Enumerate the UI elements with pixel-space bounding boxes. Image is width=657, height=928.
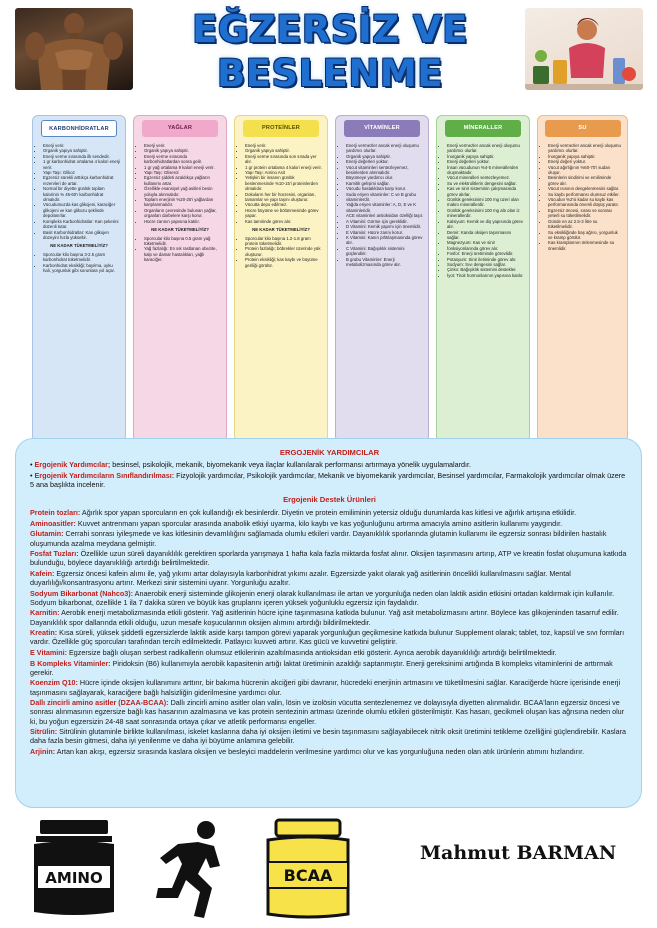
column-mineraller — [436, 115, 530, 442]
list-item: • İnorganik yapıya sahiptir. — [548, 154, 623, 159]
list-item: • Organik yapıya sahiptir. — [245, 148, 323, 153]
runner-icon — [148, 818, 240, 922]
list-item: • Yapı Taşı: Gliserol — [144, 170, 222, 175]
column-title: SU — [545, 120, 621, 137]
list-item: • Organların çevresinde bulunan yağlar, organları darbelere karşı korur. — [144, 208, 222, 219]
list-item: • Vücudu hastalıklara karşı korur. — [346, 186, 424, 191]
column-list — [542, 143, 623, 251]
description: Özellikle uzun süreli dayanıklılık gerektiren sporlarda yarışmaya 1 hafta kala fazla miktarda fosfat alınır. Oksijen taşınmasını artırıp, ATP ve kreatin fosfat oluşumuna katkıda bulunduğu, böylece dayanıklılığı artırdığı belirtilmektedir. — [30, 549, 627, 568]
athlete-illustration — [15, 8, 133, 90]
list-item: • Enerji vermezler ancak enerji oluşumu yardımcı olurlar. — [447, 143, 525, 154]
product-item — [30, 659, 629, 677]
list-item: • Egzersiz şiddeti azaldıkça yağların kullanımı artar. — [144, 175, 222, 186]
term: Fosfat Tuzları: — [30, 549, 79, 559]
list-item: • Hücre büyüme ve bölünmesinde görev yapar. — [245, 208, 323, 219]
list-item: • Su eksikliğinde baş ağrısı, yorgunluk ve kramp görülür. — [548, 230, 623, 241]
list-item: • Günlük gereksinimi 100 mg altı olan iz minerallerdir. — [447, 208, 525, 219]
list-item: • Kas ve sinir sisteminin çalışmasında görev alırlar. — [447, 186, 525, 197]
description: Piridoksin (B6) kullanımıyla aerobik kapasitenin artığı laktat üretiminin azaldığı saptanmıştır. Enerji gereksinimi artığında B kompleks vitaminlerini de arttırmak gerekir. — [30, 658, 613, 677]
term: Sitrülin: — [30, 727, 58, 737]
list-item: • Kompleks Karbonhidratlar: Kan şekerini düzenli tutar. — [43, 219, 121, 230]
list-item: • A Vitamini: Görme için gereklidir. — [346, 219, 424, 224]
amino-jar-icon — [28, 818, 120, 922]
ergogenic-bullet: • Ergojenik Yardımcıların Sınıflandırılması: Fizyolojik yardımcılar, Psikolojik yardımcılar, Mekanik ve biyomekanik yardımcılar, Besinsel yardımcılar, Farmakolojik yardımcılar olmak üzere 5 ana başlıkta incelenir. — [30, 470, 626, 489]
list-item: • Egzersiz öncesi, sırası ve sonrası yeterli su tüketilmelidir. — [548, 208, 623, 219]
product-item — [30, 648, 629, 657]
term: Dallı zincirli amino asitler (DZAA-BCAA): — [30, 698, 169, 708]
term: Koenzim Q10: — [30, 678, 78, 688]
description: Kısa süreli, yüksek şiddetli egzersizlerde laktik aside karşı tampon görevi yaparak yorgunluğun geçikmesine katkıda bulunur Supplement olarak; tablet, toz, kapsül ve sıvı formları vardır. Özellikle güç sporcuları tarafından tercih edilmektedir. Patlayıcı kuvveti artırır. Kas gücü ve kuvvetini geliştirir. — [30, 628, 625, 647]
list-item: • Besinlerin sindirimi ve emiliminde görev alır. — [548, 175, 623, 186]
list-item: • Vücut mineralleri sentezleyemez. — [447, 175, 525, 180]
list-item: • Karnitik gelişimi sağlar. — [346, 181, 424, 186]
list-item: • Vücudumuzda kas glikojeni, karaciğer glikojeni ve kan glikozu şeklinde depolanırlar. — [43, 202, 121, 218]
list-item: • Kas tamirinde görev alır. — [245, 219, 323, 224]
list-item: • Demir: Kanda oksijen taşınmasını sağlar. — [447, 230, 525, 241]
ergogenic-title: ERGOJENİK YARDIMCILAR — [279, 448, 380, 457]
column-list — [441, 143, 525, 278]
title-line-2: BESLENME — [216, 52, 444, 95]
term: Karnitin: — [30, 608, 60, 618]
list-item: • Su kaybı performansı olumsuz etkiler. — [548, 192, 623, 197]
list-item: • Potasyum: Sinir iletiminde görev alır. — [447, 257, 525, 262]
term: B Kompleks Vitaminler: — [30, 658, 111, 668]
list-item: • K Vitamini: Kanın pıhtılaşmasında görev alır. — [346, 235, 424, 246]
list-item: • D Vitamini: Kemik yapımı için önemlidir. — [346, 224, 424, 229]
term: Protein tozları: — [30, 508, 81, 518]
footer-icons — [28, 818, 368, 922]
list-item: • Sporcular kilo başına 0.5 gram yağ tüketmelidir. — [144, 236, 222, 247]
ergogenic-bullet: • Ergojenik Yardımcılar; besinsel, psikolojik, mekanik, biyomekanik veya ilaçlar kullanılarak performansı artırmaya yönelik uygulamalardır. — [30, 460, 472, 469]
product-item — [30, 628, 629, 646]
description: Aerobik enerji metabolizmasında etkili gösterir. Yağ asitlerinin hücre içine taşınmasına katkıda bulunur. Yağ asit metabolizmasını artırır. Böylece kas glikojeninden tasarruf edilir. Dayanıklılık spor dallarında etkili olduğu, uzun mesafe koşucularının oksijen alımını artırdığı bildirilmektedir. — [30, 608, 619, 627]
list-item: • 1 gr protein ortalama 4 kalori enerji verir. — [245, 165, 323, 170]
list-item: • Enerji değerleri yoktur. — [447, 159, 525, 164]
bcaa-jar-icon — [260, 818, 356, 922]
list-item: • Egzersiz sürekli arttıkça karbonhidrat rezervleri de artar. — [43, 175, 121, 186]
description: besinsel, psikolojik, mekanik, biyomekanik veya ilaçlar kullanılarak performansı artırmaya yönelik uygulamalardır. — [110, 460, 472, 469]
product-item — [30, 589, 629, 607]
list-item: • Organik yapıya sahiptir. — [144, 148, 222, 153]
description: Cerrahi sonrası iyileşmede ve kas kitlesinin devamlılığını sağlamada olumlu etkileri vardır. Dayanıklılık sporlarında glutamin kullanımı ile egzersiz sonrası bildirilen hastalık oluşumunda azalma meydana gelmiştir. — [30, 529, 607, 548]
column-title: KARBONHİDRATLAR — [41, 120, 117, 137]
description: Dallı zincirli amino asitler olan valin, lösin ve izolösin vücutta sentezlenemez ve dolayısıyla diyetten alınmalıdır. BCAA'ların egzersiz öncesi ve sonrası alınmasının egzersize bağlı kas hasarının azalmasına ve kas protein sentezinin artması üzerinde olumlu etkileri gösterilmiştir. Kas hasarı, gecikmeli oluşan kas ağrısına neden olur ki, bu yoğun egzersizin 24-48 saat sonrasında ortaya çıkar ve atletik performansı engeller. — [30, 698, 625, 726]
list-item: • Protein eksikliği; kas kaybı ve büyüme geriliği görülür. — [245, 257, 323, 268]
list-item: • İnsan vücudunun %4-5 minerallerden oluşmaktadır. — [447, 165, 525, 176]
column-title: MİNERALLER — [445, 120, 521, 137]
list-item: • Yetişkin bir insanın günlük beslenmesinde %10-15'i proteinlerden olmalıdır. — [245, 175, 323, 191]
list-item: • Suda eriyen vitaminler: C ve B grubu vitaminlerdir. — [346, 192, 424, 203]
column-list — [138, 143, 222, 263]
description: Egzersiz öncesi kafein alımı ile, yağ yıkımı artar dolayısıyla karbonhidrat yıkımı azalır. Egzersizde yakıt olarak yağ asitlerinin öncelikli kullanılmasını sağlar. Mental duyarlılığı/konsantrasyonu artırır. Merkezi sinir sistemini uyarır. Yorgunluğu azaltır. — [30, 568, 571, 588]
list-item: • Çinko: Bağışıklık sistemini destekler. — [447, 267, 525, 272]
list-item: • Dokuların her bir hücresini, organları, tamamlar ve yapı taşını oluşturur. — [245, 192, 323, 203]
term: Arjinin: — [30, 747, 56, 757]
term: Kafein: — [30, 568, 55, 578]
product-item — [30, 727, 629, 745]
list-item: • İnorganik yapıya sahiptir. — [447, 154, 525, 159]
list-item: • E Vitamini: Hücre zarını korur. — [346, 230, 424, 235]
description: Hücre içinde oksijen kullanımını arttırır, bir bakıma hücrenin akciğeri gibi davranır, hücredeki enerjinin artmasını ve tüketilmesini sağlar. Karaciğerde hücre içerisinde enerji taşınmasını sağlayarak, karaciğere bağlı halsizliğin giderilmesine yardımcı olur. — [30, 678, 621, 697]
nutrient-columns — [32, 115, 628, 442]
column-subheading: NE KADAR TÜKETMELİYİZ? — [151, 227, 209, 233]
list-item: • Yağ fazlalığı: En sık rastlanan obezite, kalp ve damar hastalıkları, yağlı karaciğer. — [144, 246, 222, 262]
column-proteinler — [234, 115, 328, 442]
term: Ergojenik Yardımcıların Sınıflandırılması: — [34, 470, 175, 480]
list-item: • Protein fazlalığı; böbrekler üzerinde yük oluşturur. — [245, 246, 323, 257]
description: Fizyolojik yardımcılar, Psikolojik yardımcılar, Mekanik ve biyomekanik yardımcılar, Besinsel yardımcılar, Farmakolojik yardımcılar olmak üzere 5 ana başlıkta incelenir. — [30, 470, 626, 489]
athlete-photo — [15, 8, 133, 90]
list-item: • Enerji verme sırasında ilk sendedir. — [43, 154, 121, 159]
list-item: • Enerji değeri yoktur. — [548, 159, 623, 164]
description: Egzersize bağlı oluşan serbest radikallerin olumsuz etkilerinin azaltılmasında antioksidan etki gösterir. Ayrıca aerobik dayanıklılığı artırdığı belirtilmektedir. — [67, 648, 557, 658]
column-list — [239, 143, 323, 268]
description: Anaerobik enerji sisteminde glikojenin enerji olarak kullanılması ile artan ve yorgunluğa neden olan laktik asidin etkisini ortadan kaldırmak için kullanılır. Sodyum bikarbonat, özellikle 1 ila 7 dakika süren ve büyük kas gruplarını içeren yüksek yoğunluklu egzersiz için faydalıdır. — [30, 588, 615, 607]
products-title: Ergojenik Destek Ürünleri — [283, 495, 376, 505]
description: Kuvvet antrenmanı yapan sporcular arasında anabolik etkiyi uyarma, kilo kaybı ve kas yoğunluğunu artırma amacıyla amino asitlerin kullanımı yaygındır. — [75, 518, 563, 528]
list-item: • İyot: Tiroit hormonlarının yapısına katılır. — [447, 273, 525, 278]
column-title: YAĞLAR — [142, 120, 218, 137]
column-title: PROTEİNLER — [243, 120, 319, 137]
list-item: • Enerji verir. — [43, 143, 121, 148]
term: E Vitamini: — [30, 648, 68, 658]
column-karbonhidratlar — [32, 115, 126, 442]
list-item: • Günde en az 2.5-3 litre su tüketilmelidir. — [548, 219, 623, 230]
product-item — [30, 519, 629, 528]
term: Kreatin: — [30, 628, 58, 638]
list-item: • Enerji verir. — [144, 143, 222, 148]
list-item: • Yapı Taşı: Amino Asit — [245, 170, 323, 175]
list-item: • Vücut ağırlığının %60-70'i sudan oluşur. — [548, 165, 623, 176]
term: Ergojenik Yardımcılar; — [34, 460, 111, 469]
list-item: • ACE vitaminleri antioksidan özelliği taşır. — [346, 213, 424, 218]
list-item: • Hücre zarının yapısına katılır. — [144, 219, 222, 224]
list-item: • Magnezyum: Kas ve sinir fonksiyonlarında görev alır. — [447, 240, 525, 251]
list-item: • Enerji vermezler ancak enerji oluşumu yardımcı olurlar. — [346, 143, 424, 154]
description: Artan kan akışı, egzersiz sırasında kaslara oksijen ve besleyici maddelerin verilmesine yardımcı olur ve kas yorgunluğuna neden olan atık ürünlerin atımını hızlandırır. — [55, 747, 585, 757]
column-list — [340, 143, 424, 267]
woman-with-food-illustration — [525, 8, 643, 90]
bcaa-label: BCAA — [283, 866, 333, 885]
column-subheading: NE KADAR TÜKETMELİYİZ? — [252, 227, 310, 233]
list-item: • Vücut vitaminleri sentezleyemez, besinlerden alınmalıdır. — [346, 165, 424, 176]
list-item: • Fosfor: Enerji üretiminde görevlidir. — [447, 251, 525, 256]
list-item: • Karbonhidrat eksikliği; bayılma, uyku hali, yorgunluk gibi sorunlara yol açar. — [43, 263, 121, 274]
description: Ağırlık spor yapan sporcuların en çok kullandığı ek besinlerdir. Diyetin ve protein emiliminin yetersiz olduğu durumlarda kas kitlesi ve ağırlık artışına etkilidir. — [80, 508, 577, 518]
author-name: Mahmut BARMAN — [420, 842, 617, 864]
column-title: VİTAMİNLER — [344, 120, 420, 137]
list-item: • Vücudun %2'si kadar su kaybı kas performansında önemli düşüş yaratır. — [548, 197, 623, 208]
list-item: • Enerji verme sırasında son sırada yer alır. — [245, 154, 323, 165]
list-item: • Enerji verir. — [245, 143, 323, 148]
column-vitaminler — [335, 115, 429, 442]
list-item: • Toplam enerjinin %20-25'i yağlardan karşılanmalıdır. — [144, 197, 222, 208]
list-item: • C Vitamini: Bağışıklık sistemini güçlendirir. — [346, 246, 424, 257]
list-item: • Sporcular kilo başına 1.2-1.8 gram protein tüketmelidir. — [245, 236, 323, 247]
list-item: • Sporcular kilo başına 3-2.5 gram karbonhidrat tüketmelidir. — [43, 252, 121, 263]
list-item: • 1 gr yağ ortalama 9 kalori enerji verir. — [144, 165, 222, 170]
list-item: • Kas kramplarının önlenmesinde su önemlidir. — [548, 240, 623, 251]
list-item: • Enerji vermezler ancak enerji oluşumu yardımcı olurlar. — [548, 143, 623, 154]
list-item: • Büyümeye yardımcı olur. — [346, 175, 424, 180]
product-item — [30, 549, 629, 567]
title-line-1: EĞZERSİZ VE — [192, 8, 468, 51]
list-item: • Organik yapıya sahiptir. — [346, 154, 424, 159]
amino-label: AMINO — [45, 869, 103, 887]
product-item — [30, 529, 629, 547]
ergogenic-panel — [15, 438, 642, 808]
description: Sitrülinin glutaminle birlikte kullanılması, iskelet kaslarına daha iyi oksijen iletimi ve besin taşınmasını sağlayabilecek nitrik oksit üretimini tetikleme özelliğini güçlendirebilir. Kaslara daha fazla besin gitmesi, daha iyi yenilenme ve daha iyi büyüme anlamına gelebilir. — [30, 727, 627, 746]
column-list — [37, 143, 121, 273]
list-item: • Yapı Taşı: Glikoz — [43, 170, 121, 175]
list-item: • Enerji değerleri yoktur. — [346, 159, 424, 164]
list-item: • Su ve elektrolitlerin dengesini sağlar. — [447, 181, 525, 186]
list-item: • Vücutta depo edilmez. — [245, 202, 323, 207]
term: Sodyum Bikarbonat (Nahco3): — [30, 588, 134, 598]
term: Aminoasitler: — [30, 518, 76, 528]
list-item: • Vücut ısısının dengelenmesini sağlar. — [548, 186, 623, 191]
product-item — [30, 608, 629, 626]
product-item — [30, 747, 629, 756]
list-item: • Basit Karbonhidratlar: Kan glikojen düzeyini hızla yükseltir. — [43, 230, 121, 241]
column-subheading: NE KADAR TÜKETMELİYİZ? — [50, 243, 108, 249]
term: Glutamin: — [30, 529, 64, 539]
list-item: • Yağda eriyen vitaminler: A, D, E ve K vitaminleridir. — [346, 202, 424, 213]
column-su — [537, 115, 628, 442]
list-item: • B grubu Vitaminler: Enerji metabolizmasında görev alır. — [346, 257, 424, 268]
product-item — [30, 508, 629, 517]
list-item: • Organik yapıya sahiptir. — [43, 148, 121, 153]
nutrition-illustration — [525, 8, 643, 90]
list-item: • Normal bir diyette günlük toplam kalorinin % 45-60'ı karbonhidrat olmalıdır. — [43, 186, 121, 202]
list-item: • Özellikle esansiyel yağ asitleri besin yoluyla alınmalıdır. — [144, 186, 222, 197]
product-item — [30, 698, 629, 726]
list-item: • 1 gr karbonhidrat ortalama 4 kalori enerji verir. — [43, 159, 121, 170]
list-item: • Enerji verme sırasında karbonhidratlardan sonra gelir. — [144, 154, 222, 165]
poster-title — [190, 8, 470, 106]
product-item — [30, 569, 629, 587]
product-item — [30, 678, 629, 696]
list-item: • Günlük gereksinimi 100 mg üzeri olan makro minerallerdir. — [447, 197, 525, 208]
list-item: • Kalsiyum: Kemik ve diş yapısında görev alır. — [447, 219, 525, 230]
column-yaglar — [133, 115, 227, 442]
list-item: • Sodyum: Sıvı dengesini sağlar. — [447, 262, 525, 267]
